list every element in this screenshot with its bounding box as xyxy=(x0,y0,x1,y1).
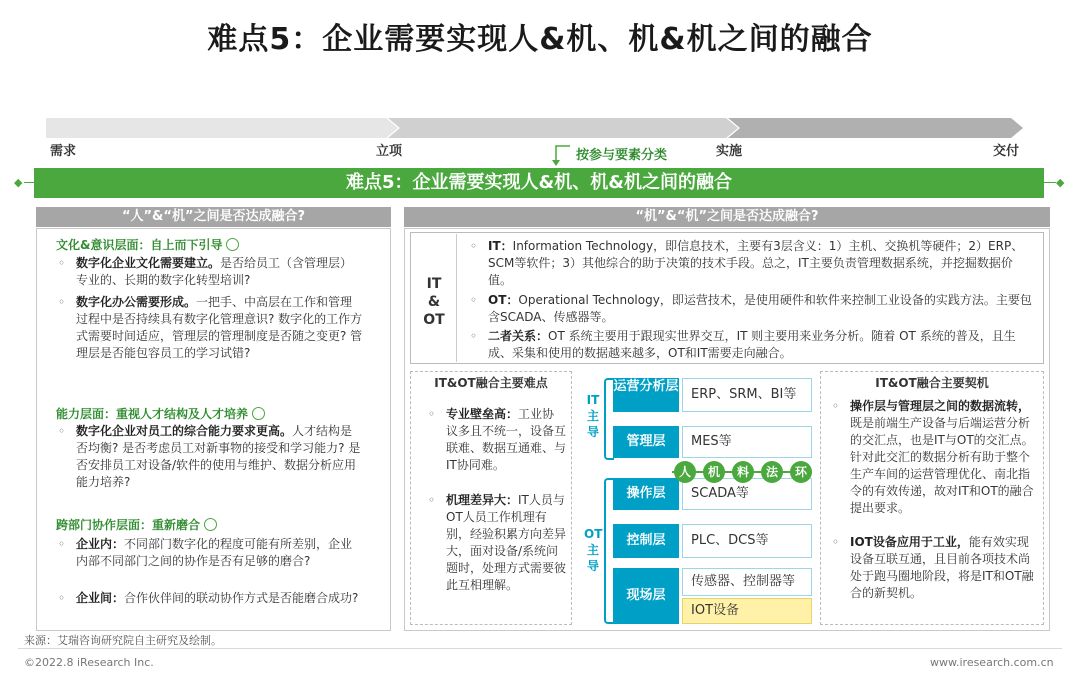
layer-control-value: PLC、DCS等 xyxy=(682,524,812,558)
itot-label: IT & OT xyxy=(423,276,445,328)
process-arrow-segment-1 xyxy=(46,118,398,138)
bracket-arrow-icon xyxy=(552,142,572,168)
list-item: ◦ 专业壁垒高：工业协议多且不统一，设备互联难、数据互通难、与IT协同难。 xyxy=(428,407,567,472)
it-lead-label: IT 主 导 xyxy=(586,393,600,439)
page-title: 难点5：企业需要实现人&机、机&机之间的融合 xyxy=(207,22,873,57)
collab-heading: 跨部门协作层面：重新磨合 xyxy=(56,516,217,533)
iot-device-cell: IOT设备 xyxy=(682,598,812,624)
step-deliver: 交付 xyxy=(993,144,1020,159)
step-implement: 实施 xyxy=(716,144,743,159)
right-panel-header: “机”&“机”之间是否达成融合? xyxy=(404,207,1050,227)
list-item: ◦ 操作层与管理层之间的数据流转，既是前端生产设备与后端运营分析的交汇点，也是IT与OT的交汇点。针对此交汇的数据分析有助于整个生产车间的运营管理优化、南北指令的有效传递，故对IT和OT的融合提出要求。 xyxy=(832,399,1034,515)
list-item: ◦ OT：Operational Technology，即运营技术，是使用硬件和软件来控制工业设备的实践方法。主要包含SCADA、传感器等。 xyxy=(470,293,1032,324)
circle-material: 料 xyxy=(732,461,754,483)
layer-field: 现场层 xyxy=(613,568,679,624)
difficulties-heading: IT&OT融合主要难点 xyxy=(434,376,548,390)
circle-method: 法 xyxy=(761,461,783,483)
step-demand: 需求 xyxy=(50,144,77,159)
layer-operation-value: SCADA等 xyxy=(682,478,812,510)
layer-control: 控制层 xyxy=(613,524,679,558)
layer-management-value: MES等 xyxy=(682,426,812,458)
divider xyxy=(456,234,457,362)
chat-icon xyxy=(204,518,217,531)
classify-label: 按参与要素分类 xyxy=(576,148,668,163)
list-item: ◦ IOT设备应用于工业，能有效实现设备互联互通，且目前各项技术尚处于跑马圈地阶段，将是IT和OT融合的新契机。 xyxy=(832,535,1034,600)
opportunities-heading: IT&OT融合主要契机 xyxy=(875,376,989,390)
circle-environment: 环 xyxy=(790,461,812,483)
website-link[interactable]: www.iresearch.com.cn xyxy=(930,656,1054,669)
ability-heading: 能力层面：重视人才结构及人才培养 xyxy=(56,405,265,422)
list-item: ◦ 数字化企业文化需要建立。是否给员工（含管理层）专业的、长期的数字化转型培训? xyxy=(58,256,353,287)
process-arrow xyxy=(46,118,1026,138)
layer-ops-analysis-value: ERP、SRM、BI等 xyxy=(682,378,812,412)
layer-field-value: 传感器、控制器等 xyxy=(682,568,812,596)
list-item: ◦ 企业间：合作伙伴间的联动协作方式是否能磨合成功? xyxy=(58,591,359,605)
layer-management: 管理层 xyxy=(613,426,679,458)
process-arrow-segment-2 xyxy=(388,118,738,138)
diamond-icon: ◆ xyxy=(1056,176,1065,189)
copyright: ©2022.8 iResearch Inc. xyxy=(24,656,154,669)
target-icon xyxy=(226,238,239,251)
ot-lead-label: OT 主 导 xyxy=(584,527,603,573)
talent-icon xyxy=(252,407,265,420)
list-item: ◦ IT：Information Technology，即信息技术，主要有3层含义：1）主机、交换机等硬件；2）ERP、SCM等软件；3）其他综合的助于决策的技术手段。总之，IT主要负责管理数据系统，并挖掘数据价值。 xyxy=(470,239,1024,287)
process-arrow-segment-3 xyxy=(728,118,1023,138)
banner-line-right xyxy=(1044,182,1056,183)
diamond-icon: ◆ xyxy=(14,176,23,189)
circle-machine: 机 xyxy=(703,461,725,483)
culture-heading: 文化&意识层面：自上而下引导 xyxy=(56,236,239,253)
footer-divider xyxy=(18,648,1062,649)
list-item: ◦ 机理差异大：IT人员与OT人员工作机理有别，经验积累方向差异大，面对设备/系统问题时，处理方式需要彼此互相理解。 xyxy=(428,493,567,592)
list-item: ◦ 二者关系：OT 系统主要用于跟现实世界交互，IT 则主要用来业务分析。随着 OT 系统的普及，且生成、采集和使用的数据越来越多，OT和IT需要走向融合。 xyxy=(470,329,1016,360)
left-panel-header: “人”&“机”之间是否达成融合? xyxy=(36,207,391,227)
list-item: ◦ 企业内：不同部门数字化的程度可能有所差别，企业内部不同部门之间的协作是否有足够的磨合? xyxy=(58,537,353,568)
main-banner: 难点5：企业需要实现人&机、机&机之间的融合 xyxy=(34,168,1044,198)
list-item: ◦ 数字化办公需要形成。一把手、中高层在工作和管理过程中是否持续具有数字化管理意识? 数字化的工作方式需要时间适应，管理层的管理制度是否随之变更? 管理层是否能包容员工的学习试错? xyxy=(58,295,363,360)
layer-ops-analysis: 运营分析层 xyxy=(613,378,679,412)
step-project: 立项 xyxy=(376,144,403,159)
layer-operation: 操作层 xyxy=(613,478,679,510)
list-item: ◦ 数字化企业对员工的综合能力要求更高。人才结构是否均衡? 是否考虑员工对新事物的接受和学习能力? 是否安排员工对设备/软件的使用与维护、数据分析应用能力培养? xyxy=(58,424,361,489)
circle-person: 人 xyxy=(674,461,696,483)
source-note: 来源：艾瑞咨询研究院自主研究及绘制。 xyxy=(24,634,222,647)
